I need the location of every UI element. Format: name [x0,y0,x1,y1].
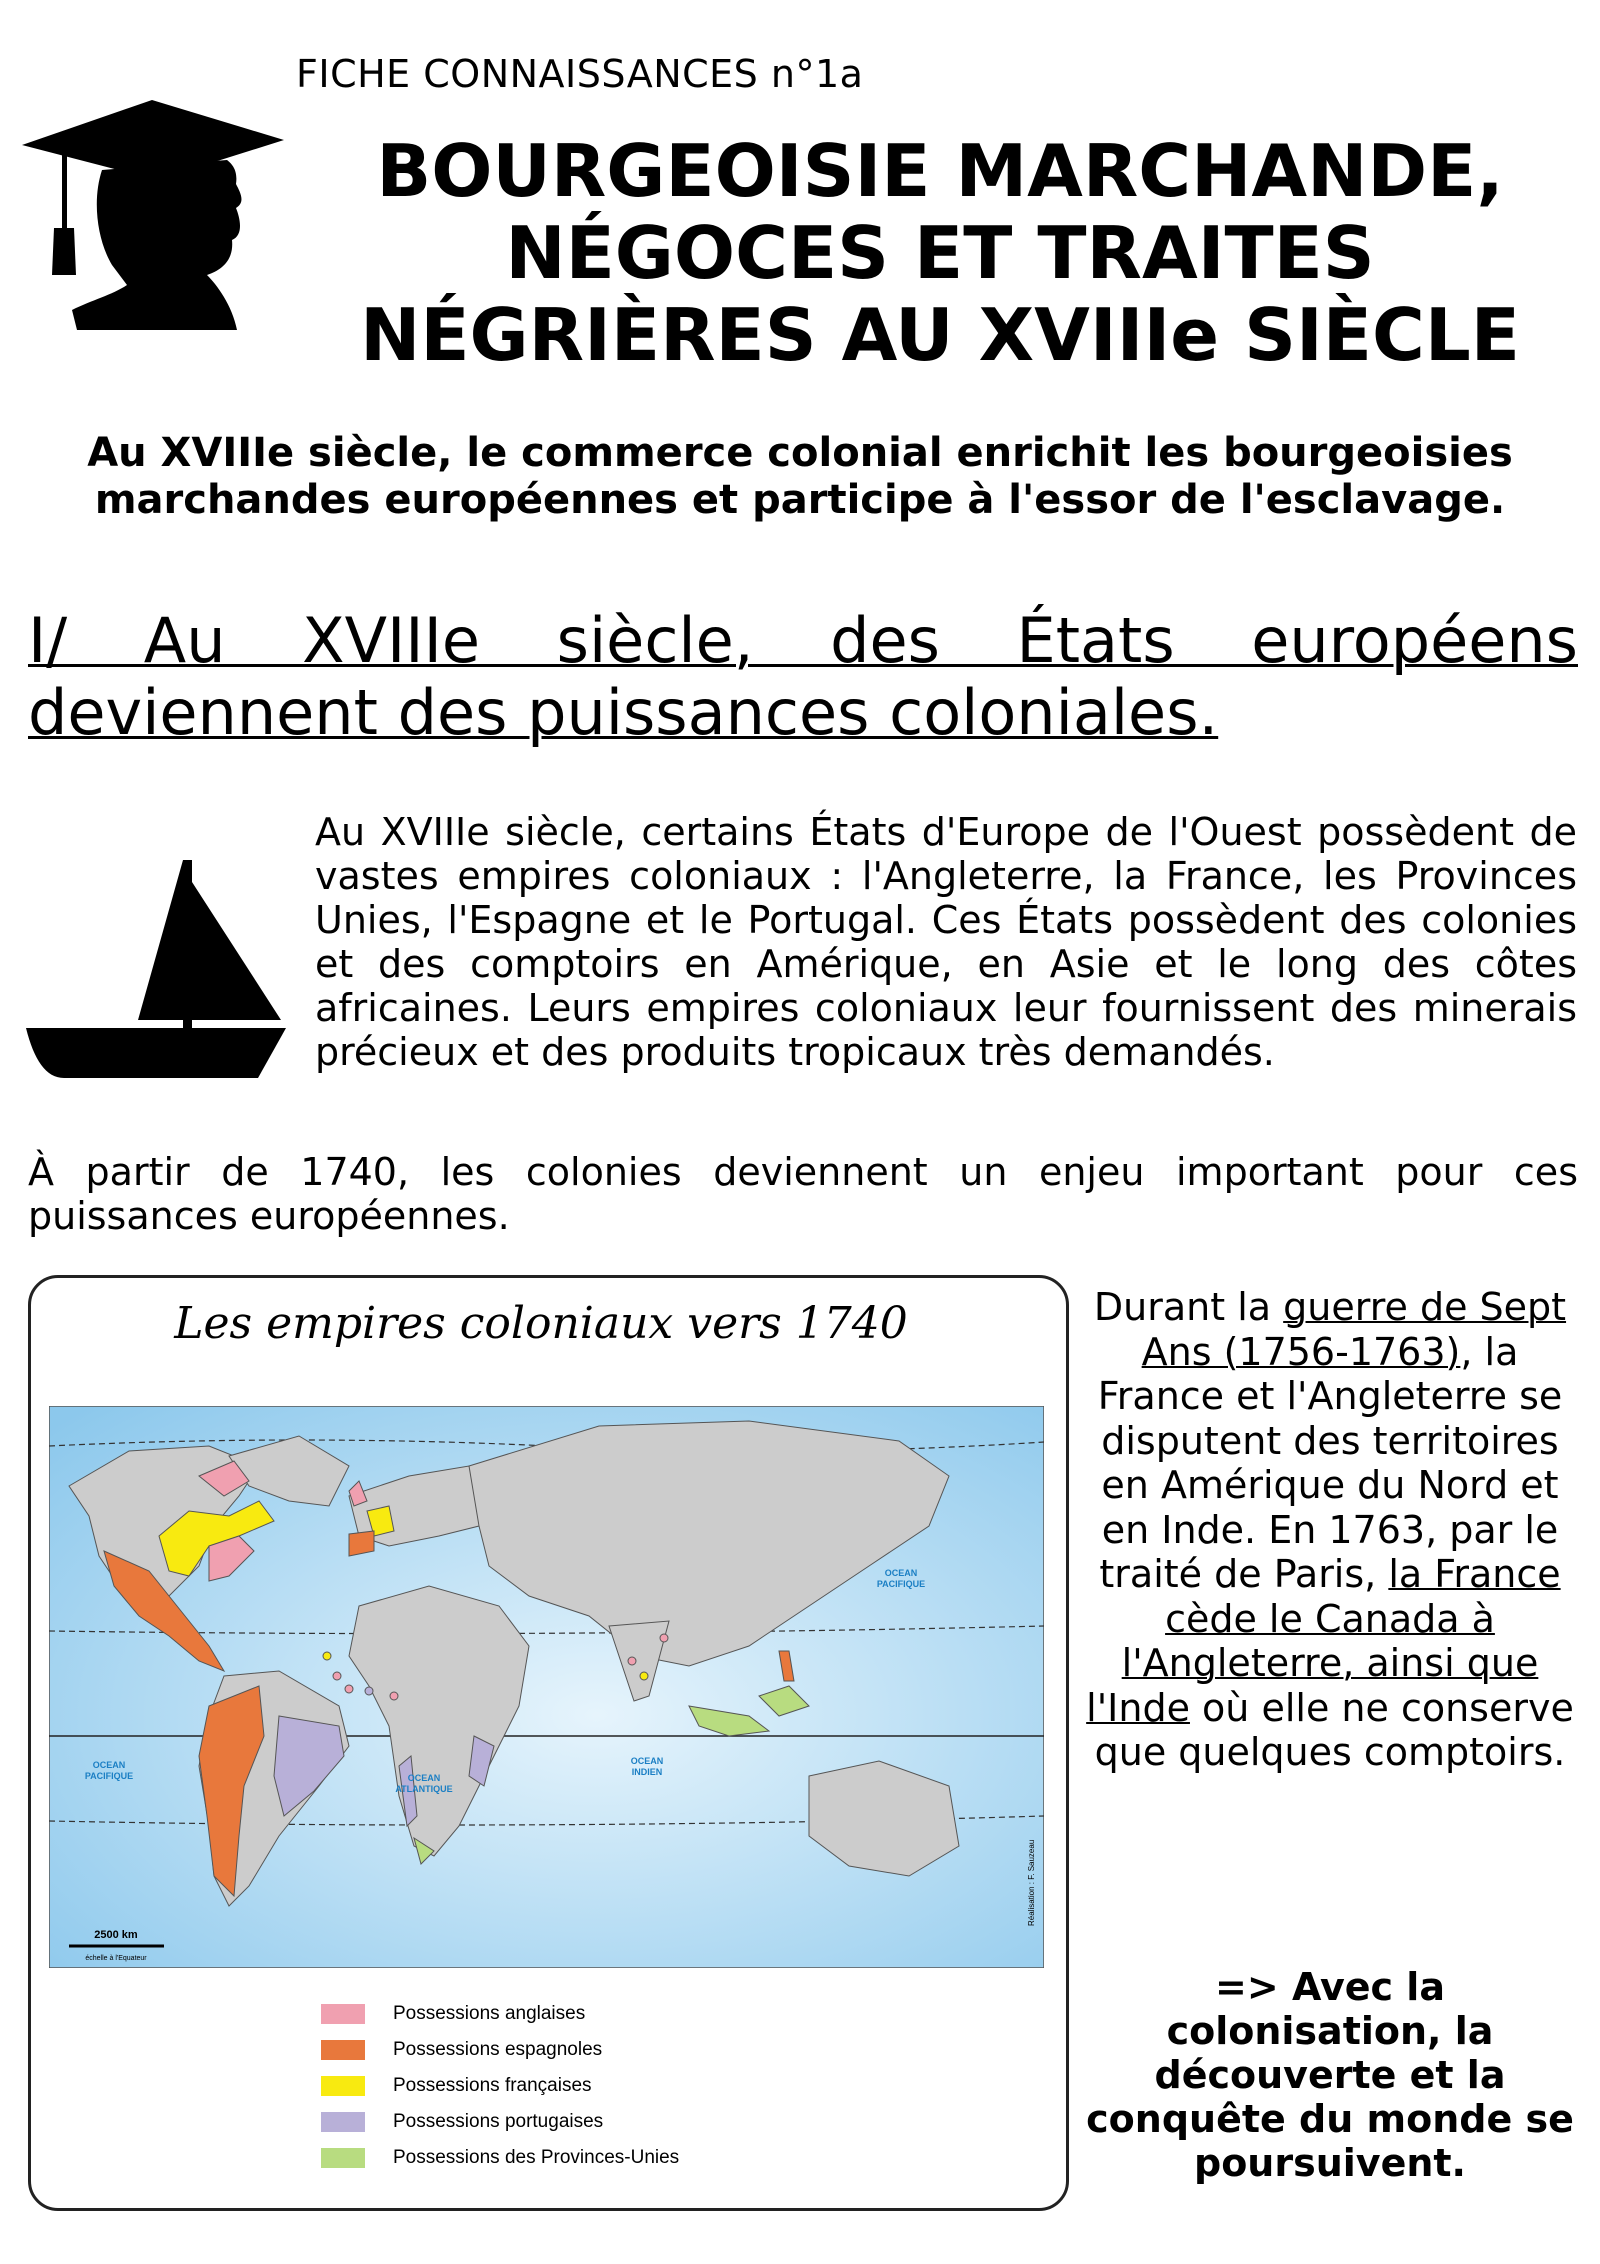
legend-item [321,1996,679,2032]
ocean-label-pacific-east: PACIFIQUE [876,1579,926,1589]
legend-item [321,2104,679,2140]
section-heading [28,605,1578,749]
map-figure [28,1275,1069,2211]
scale-note: échelle à l'Equateur [85,1955,147,1962]
map-legend [321,1996,679,2176]
legend-swatch [321,2040,365,2060]
side-text-part: , la France et l'Angleterre se disputent des territoires en Amérique du Nord et en Inde. En 1763, par le traité de Paris, [1097,1329,1563,1596]
paragraph-colonies-stakes: À partir de 1740, les colonies deviennent un enjeu important pour ces puissances européennes. [28,1150,1578,1238]
seven-years-war-text [1080,1285,1580,1775]
legend-swatch [321,2076,365,2096]
sailboat-icon [26,860,286,1080]
side-text-part: où elle ne conserve que quelques comptoirs. [1094,1685,1574,1774]
graduate-silhouette-icon [22,100,287,330]
legend-item [321,2068,679,2104]
section-heading-line: I/ Au XVIIIe siècle, des États européens [28,604,1578,677]
legend-label: Possessions portugaises [393,2111,604,2132]
side-text-part: Durant la [1093,1285,1284,1329]
map-credit: Réalisation : F. Sauzeau [1027,1839,1036,1926]
ocean-label-indian: INDIEN [631,1767,663,1777]
ocean-label-pacific-east: OCEAN [884,1568,918,1578]
intro-summary [30,430,1570,524]
legend-label: Possessions françaises [393,2075,592,2096]
ocean-label-pacific-west: PACIFIQUE [84,1771,134,1781]
side-text-underlined: la France cède le Canada à l'Angleterre, ainsi que l'Inde [1086,1552,1561,1730]
legend-label: Possessions des Provinces-Unies [393,2147,680,2168]
world-map [49,1406,1044,1968]
legend-item [321,2032,679,2068]
title-line: BOURGEOISIE MARCHANDE, [376,129,1504,213]
intro-line: Au XVIIIe siècle, le commerce colonial enrichit les bourgeoisies [87,430,1513,476]
section-heading-line: deviennent des puissances coloniales. [28,676,1219,749]
legend-label: Possessions anglaises [393,2003,586,2024]
conclusion-text: => Avec la colonisation, la découverte et la conquête du monde se poursuivent. [1086,1965,1574,2185]
title-line: NÉGOCES ET TRAITES [505,211,1375,295]
legend-item [321,2140,679,2176]
legend-swatch [321,2112,365,2132]
paragraph-colonial-empires: Au XVIIIe siècle, certains États d'Europe de l'Ouest possèdent de vastes empires coloniaux : l'Angleterre, la France, les Provinces Unies, l'Espagne et le Portugal. Ces États possèdent des colonies et des comptoirs en Amérique, en Asie et le long des côtes africaines. Leurs empires coloniaux leur fournissent des minerais précieux et des produits tropicaux très demandés. [315,810,1577,1074]
legend-label: Possessions espagnoles [393,2039,603,2060]
scale-label: 2500 km [94,1929,138,1941]
title-line: NÉGRIÈRES AU XVIIIe SIÈCLE [360,293,1520,377]
legend-swatch [321,2148,365,2168]
ocean-label-atlantic: OCEAN [407,1773,441,1783]
intro-line: marchandes européennes et participe à l'essor de l'esclavage. [94,477,1506,523]
main-title [300,130,1580,376]
sheet-label: FICHE CONNAISSANCES n°1a [296,52,864,96]
side-text-underlined: guerre de Sept Ans (1756-1763) [1141,1285,1567,1374]
map-title: Les empires coloniaux vers 1740 [174,1298,908,1349]
ocean-label-indian: OCEAN [630,1756,664,1766]
ocean-label-pacific-west: OCEAN [92,1760,126,1770]
legend-swatch [321,2004,365,2024]
ocean-label-atlantic: ATLANTIQUE [395,1784,453,1794]
